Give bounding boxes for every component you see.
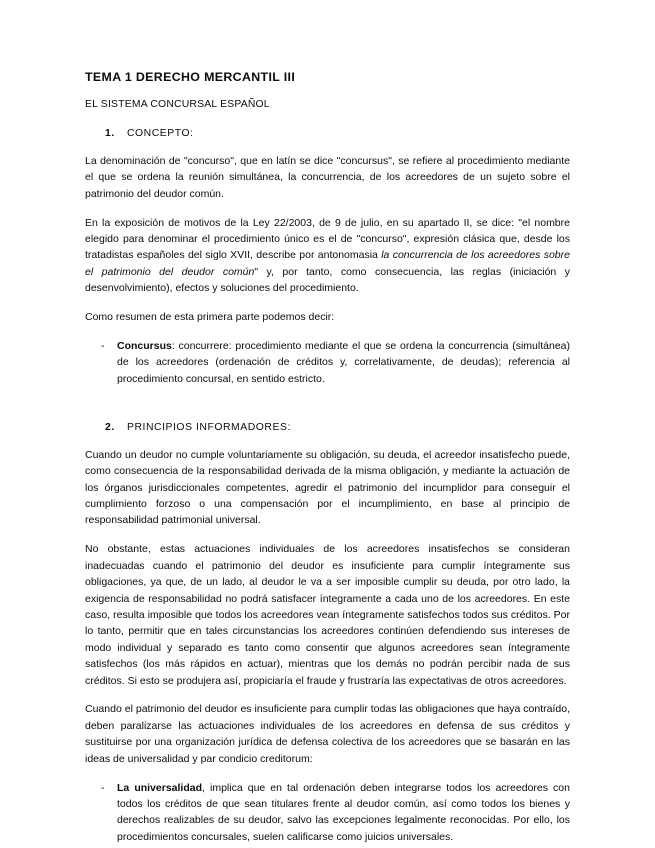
list-item-lead-term: La universalidad (117, 781, 203, 794)
paragraph-text-italic: la concurrencia de los acreedores sobre el patrimonio del deudor común (85, 249, 570, 278)
list-item-text (117, 780, 570, 846)
list-item-text (117, 338, 570, 387)
section-number-2: 2. (105, 422, 115, 434)
paragraph-principios-1: Cuando un deudor no cumple voluntariamente su obligación, su deuda, el acreedor insatisfecho puede, como consecuencia de la responsabilidad derivada de la misma obligación, y mediante la actuación de los órganos jurisdiccionales competentes, agredir el patrimonio del incumplidor para conseguir el cumplimiento forzoso o una compensación por el incumplimiento, en base al principio de responsabilidad patrimonial universal. (85, 448, 570, 527)
paragraph-concepto-1: La denominación de "concurso", que en latín se dice "concursus", se refiere al procedimiento mediante el que se ordena la reunión simultánea, la concurrencia, de los acreedores de un sujeto sobre el patrimonio del deudor común. (85, 154, 570, 200)
dash-bullet-icon: - (101, 781, 105, 794)
list-item-body: , implica que en tal ordenación deben integrarse todos los acreedores con todos los créditos de que sean titulares frente al deudor común, así como todos los bienes y derechos realizables de su deudor, salvo las excepciones legalmente reconocidas. Por ello, los procedimientos concursales, suelen calificarse como juicios universales. (117, 781, 570, 843)
dash-bullet-icon: - (101, 340, 105, 353)
paragraph-concepto-3: Como resumen de esta primera parte podemos decir: (85, 311, 335, 324)
list-item-lead-term: Concursus (117, 340, 172, 353)
document-subtitle: EL SISTEMA CONCURSAL ESPAÑOL (85, 98, 270, 110)
list-item (85, 338, 570, 387)
list-item (85, 780, 570, 846)
paragraph-text-tail: " y, por tanto, como consecuencia, las reglas (iniciación y desenvolvimiento), efectos y soluciones del procedimiento. (85, 265, 570, 295)
paragraph-text-lead: En la exposición de motivos de la Ley 22/2003, de 9 de julio, en su apartado II, se dice: "el nombre elegido para denominar el procedimiento único es el de "concurso", expresión clásica que, desde los tratadistas españoles del siglo XVII, describe por antonomasia (85, 216, 570, 262)
section-heading-1 (85, 127, 570, 141)
section-title-1: CONCEPTO: (127, 128, 194, 140)
paragraph-principios-2: No obstante, estas actuaciones individuales de los acreedores insatisfechos se consideran inadecuadas cuando el patrimonio del deudor es insuficiente para cumplir íntegramente sus obligaciones, ya que, de un lado, al deudor le va a ser imposible cumplir su deuda, por otro lado, la exigencia de responsabilidad no podrá satisfacer íntegramente a cada uno de los acreedores. En este caso, resulta imposible que todos los acreedores vean íntegramente satisfechos todos sus créditos. Por lo tanto, permitir que en tales circunstancias los acreedores continúen defendiendo sus intereses de modo individual y separado es tanto como consentir que algunos acreedores sean íntegramente satisfechos (los más rápidos en actuar), mientras que los demás no podrán percibir nada de sus créditos. Si esto se produjera así, propiciaría el fraude y frustraría las expectativas de otros acreedores. (85, 543, 570, 687)
list-item-body: : concurrere: procedimiento mediante el que se ordena la concurrencia (simultánea) de los acreedores (ordenación de créditos y, correlativamente, de deudas); referencia al procedimiento concursal, en sentido estricto. (117, 340, 570, 385)
paragraph-concepto-2 (85, 215, 570, 297)
section-spacer (85, 399, 570, 421)
page-title: TEMA 1 DERECHO MERCANTIL III (85, 70, 296, 84)
section-number-1: 1. (105, 128, 115, 140)
section-heading-2 (85, 421, 570, 435)
paragraph-principios-3: Cuando el patrimonio del deudor es insuficiente para cumplir todas las obligaciones que haya contraído, deben paralizarse las actuaciones individuales de los acreedores en defensa de sus créditos y sustituirse por una organización jurídica de defensa colectiva de los acreedores que se basarán en las ideas de universalidad y par condicio creditorum: (85, 703, 570, 765)
section-title-2: PRINCIPIOS INFORMADORES: (127, 422, 291, 434)
